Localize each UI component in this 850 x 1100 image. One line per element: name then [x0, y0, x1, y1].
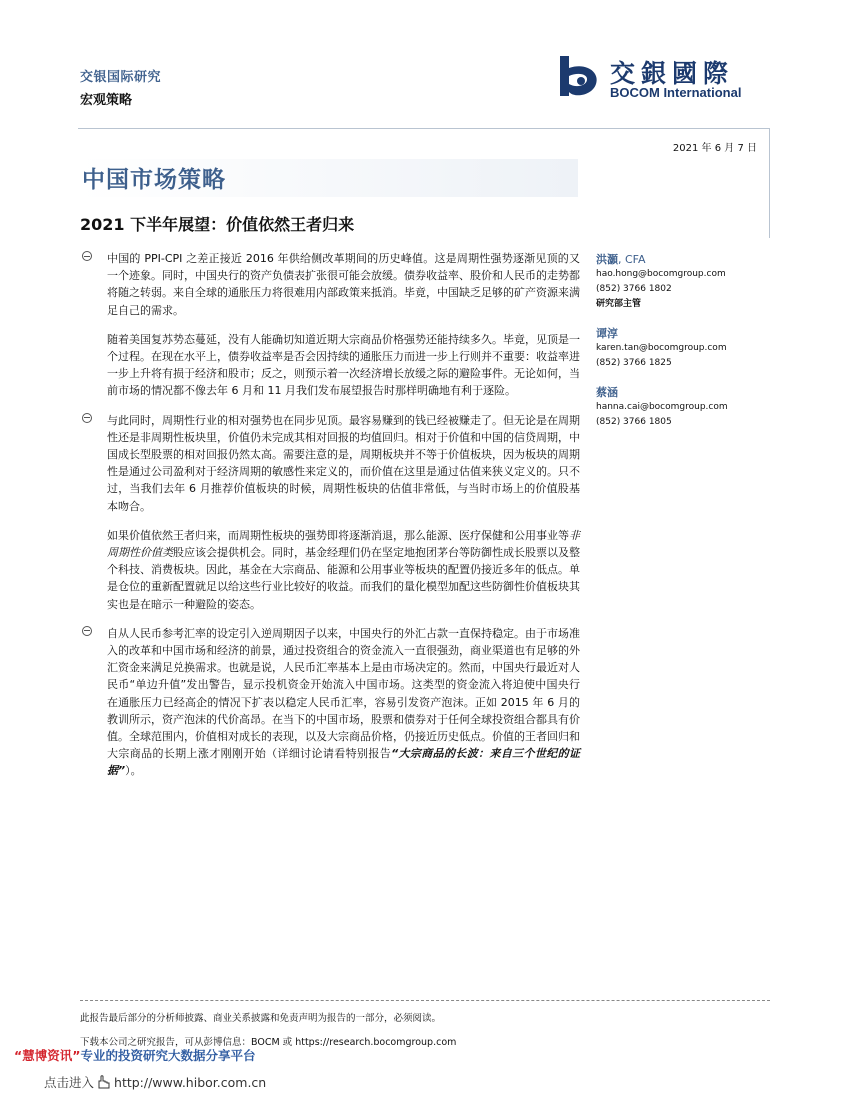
paragraph-text: 如果价值依然王者归来，而周期性板块的强势即将逐渐消退，那么能源、医疗保健和公用事业等 — [107, 528, 569, 542]
title-box — [78, 128, 770, 238]
paragraph-text: 股应该会提供机会。同时，基金经理们仍在坚定地抱团茅台等防御性成长股票以及整个科技、消费板块。因此，基金在大宗商品、能源和公用事业等板块的配置仍接近多年的低点。单是仓位的重新配置就足以给这些行业比较好的收益。而我们的量化模型加配这些防御性价值板块其实也是在暗示一种避险的姿态。 — [107, 546, 580, 611]
bullet-icon — [82, 626, 92, 636]
watermark-url[interactable]: http://www.hibor.com.cn — [114, 1075, 267, 1090]
bocom-logo-icon — [556, 54, 602, 100]
pointer-hand-icon — [96, 1075, 112, 1089]
bocom-logo — [556, 54, 766, 104]
department-label: 交银国际研究 — [80, 70, 162, 85]
report-body — [80, 250, 580, 792]
author-email[interactable]: karen.tan@bocomgroup.com — [596, 343, 727, 353]
author-name: 蔡涵 — [596, 386, 618, 399]
author-card — [596, 385, 771, 430]
report-title: 中国市场策略 — [82, 166, 226, 193]
author-card — [596, 252, 771, 312]
bullet-icon — [82, 251, 92, 261]
report-type-label: 宏观策略 — [80, 93, 133, 108]
paragraph-text: 与此同时，周期性行业的相对强势也在同步见顶。最容易赚到的钱已经被赚走了。但无论是在周期性还是非周期性板块里，价值仍未完成其相对回报的均值回归。相对于价值和中国的信贷周期，中国成长型股票的相对回报仍然太高。需要注意的是，周期板块并不等于价值板块，因为板块的周期性是通过公司盈利对于经济周期的敏感性来定义的，而价值在这里是通过估值来狭义定义的。只不过，当我们去年 6 月推荐价值板块的时候，周期性板块的估值非常低，与当时市场上的价值股基本吻合。 — [107, 413, 580, 513]
paragraph-text: 自从人民币参考汇率的设定引入逆周期因子以来，中国央行的外汇占款一直保持稳定。由于市场准入的改革和中国市场和经济的前景，通过投资组合的资金流入一直很强劲，商业渠道也有足够的外汇资金来满足兑换需求。也就是说，人民币汇率基本上是由市场决定的。然而，中国央行最近对人民币“单边升值”发出警告，显示投机资金开始流入中国市场。这类型的资金流入将迫使中国央行在通胀压力已经高企的情况下扩表以稳定人民币汇率，容易引发资产泡沫。正如 2015 年 6 月的教训所示，资产泡沫的代价高昂。在当下的中国市场，股票和债券对于任何全球投资组合都具有价值。全球范围内，价值相对成长的表现，以及大宗商品价格，仍接近历史低点。价值的王者回归和大宗商品的长期上涨才刚刚开始（详细讨论请看特别报告 — [107, 626, 580, 761]
author-role: 研究部主管 — [596, 299, 642, 309]
report-date: 2021 年 6 月 7 日 — [672, 143, 757, 154]
italic-phrase: 非周期性价值类 — [107, 528, 580, 560]
paragraph-text: ）。 — [125, 764, 142, 778]
author-name: 谭淳 — [596, 327, 618, 340]
author-phone: (852) 3766 1805 — [596, 417, 672, 427]
download-note: 下载本公司之研究报告，可从彭博信息：BOCM 或 https://research.bocomgroup.com — [80, 1037, 457, 1048]
author-phone: (852) 3766 1802 — [596, 284, 672, 294]
bullet-paragraph — [80, 625, 580, 780]
paragraph — [80, 331, 580, 400]
author-name: 洪灝, CFA — [596, 253, 646, 266]
watermark-brand: “慧博资讯” — [14, 1048, 81, 1063]
paragraph — [80, 527, 580, 613]
bullet-paragraph — [80, 412, 580, 515]
author-list — [596, 252, 771, 444]
author-phone: (852) 3766 1825 — [596, 358, 672, 368]
bullet-icon — [82, 413, 92, 423]
author-card — [596, 326, 771, 371]
special-report-link[interactable]: “大宗商品的长波：来自三个世纪的证据” — [107, 747, 580, 778]
paragraph-text: 随着美国复苏势态蔓延，没有人能确切知道近期大宗商品价格强势还能持续多久。毕竟，见顶是一个过程。在现在水平上，债券收益率是否会因持续的通胀压力而进一步上行则并不重要：收益率进一步上升将有损于经济和股市；反之，则预示着一次经济增长放缓之际的避险事件。无论如何，当前市场的情况都不像去年 6 月和 11 月我们发布展望报告时那样明确地有利于逐险。 — [107, 332, 580, 398]
footer-divider — [80, 1000, 770, 1001]
disclosure-note: 此报告最后部分的分析师披露、商业关系披露和免责声明为报告的一部分，必须阅读。 — [80, 1013, 442, 1024]
watermark-link-row — [44, 1073, 266, 1091]
paragraph-text: 中国的 PPI-CPI 之差正接近 2016 年供给侧改革期间的历史峰值。这是周期性强势逐渐见顶的又一个迹象。同时，中国央行的资产负债表扩张很可能会放缓。债券收益率、股价和人民币的走势都将随之转弱。来自全球的通胀压力将很难用内部政策来抵消。毕竟，中国缺乏足够的矿产资源来满足自己的需求。 — [107, 252, 580, 317]
author-email[interactable]: hao.hong@bocomgroup.com — [596, 269, 726, 279]
bullet-paragraph — [80, 250, 580, 319]
watermark-prefix: 点击进入 — [44, 1075, 95, 1090]
watermark-text: 专业的投资研究大数据分享平台 — [80, 1048, 256, 1063]
logo-chinese-name: 交銀國際 — [610, 59, 735, 88]
report-subtitle: 2021 下半年展望：价值依然王者归来 — [80, 215, 355, 234]
logo-english-name: BOCOM International — [610, 85, 742, 100]
watermark-slogan — [14, 1046, 255, 1064]
author-email[interactable]: hanna.cai@bocomgroup.com — [596, 402, 728, 412]
